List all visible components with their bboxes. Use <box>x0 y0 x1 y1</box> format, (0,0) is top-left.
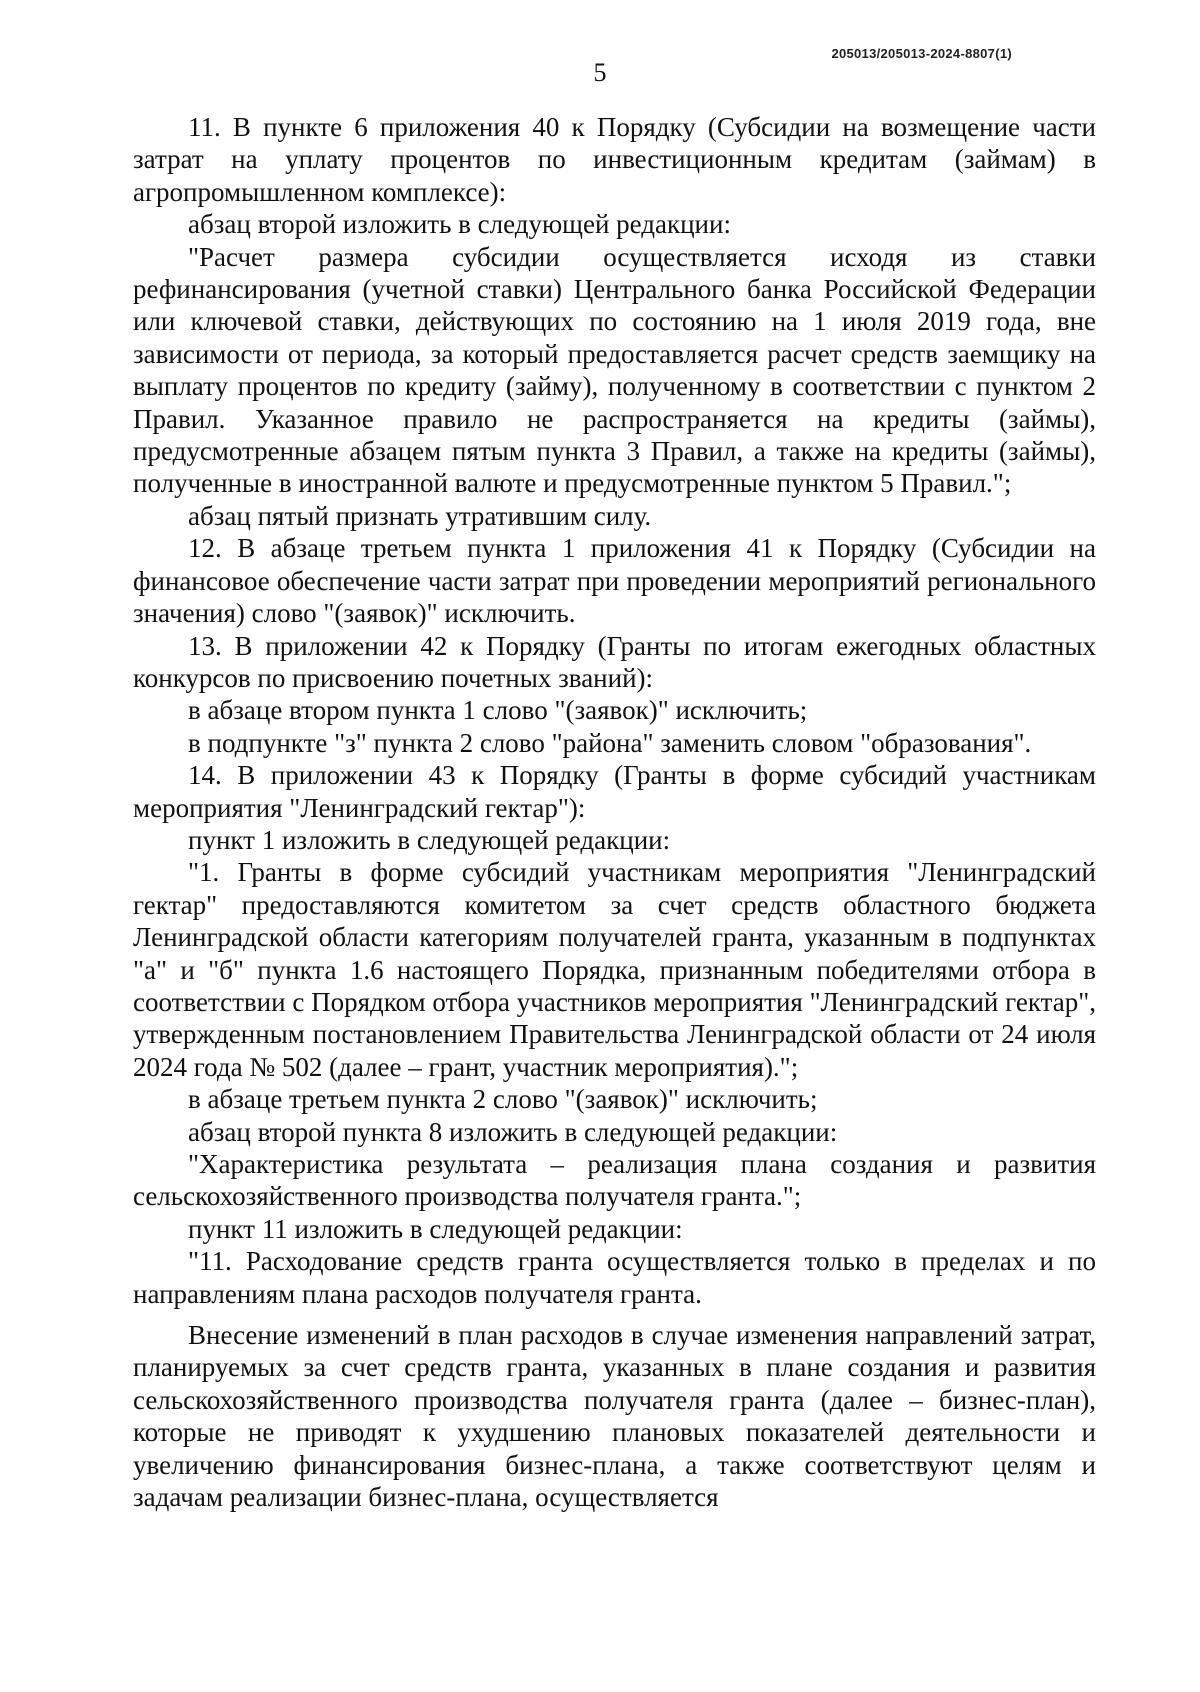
quoted-paragraph: "Характеристика результата – реализация плана создания и развития сельскохозяйственного производства получателя гранта."; <box>133 1149 1096 1212</box>
paragraph: Внесение изменений в план расходов в случае изменения направлений затрат, планируемых за счет средств гранта, указанных в плане создания и развития сельскохозяйственного производства получателя гранта (далее – бизнес-план), которые не приводят к ухудшению плановых показателей деятельности и увеличению финансирования бизнес-плана, а также соответствуют целям и задачам реализации бизнес-плана, осуществляется <box>133 1320 1096 1513</box>
paragraph: абзац пятый признать утратившим силу. <box>188 500 652 531</box>
paragraph: абзац второй пункта 8 изложить в следующей редакции: <box>188 1116 838 1147</box>
paragraph: в абзаце третьем пункта 2 слово "(заявок)" исключить; <box>188 1084 818 1115</box>
paragraph: пункт 1 изложить в следующей редакции: <box>188 824 671 855</box>
paragraph: абзац второй изложить в следующей редакции: <box>188 209 731 240</box>
paragraph-item-13: 13. В приложении 42 к Порядку (Гранты по итогам ежегодных областных конкурсов по присвоению почетных званий): <box>133 630 1096 693</box>
document-id: 205013/205013-2024-8807(1) <box>831 46 1012 61</box>
paragraph-item-12: 12. В абзаце третьем пункта 1 приложения 41 к Порядку (Субсидии на финансовое обеспечение части затрат при проведении мероприятий регионального значения) слово "(заявок)" исключить. <box>133 533 1096 629</box>
quoted-paragraph: "11. Расходование средств гранта осуществляется только в пределах и по направлениям плана расходов получателя гранта. <box>133 1246 1096 1309</box>
paragraph: в подпункте "з" пункта 2 слово "района" заменить словом "образования". <box>188 727 1032 758</box>
paragraph-item-11: 11. В пункте 6 приложения 40 к Порядку (Субсидии на возмещение части затрат на уплату процентов по инвестиционным кредитам (займам) в агропромышленном комплексе): <box>133 112 1096 207</box>
quoted-paragraph: "Расчет размера субсидии осуществляется исходя из ставки рефинансирования (учетной ставки) Центрального банка Российской Федерации или ключевой ставки, действующих по состоянию на 1 июля 2019 года, вне зависимости от периода, за который предоставляется расчет средств заемщику на выплату процентов по кредиту (займу), полученному в соответствии с пунктом 2 Правил. Указанное правило не распространяется на кредиты (займы), предусмотренные абзацем пятым пункта 3 Правил, а также на кредиты (займы), полученные в иностранной валюте и предусмотренные пунктом 5 Правил."; <box>133 241 1096 499</box>
page-number: 5 <box>593 58 607 87</box>
paragraph: в абзаце втором пункта 1 слово "(заявок)" исключить; <box>188 695 808 726</box>
document-body <box>133 111 1096 1513</box>
paragraph: пункт 11 изложить в следующей редакции: <box>188 1213 683 1244</box>
quoted-paragraph: "1. Гранты в форме субсидий участникам мероприятия "Ленинградский гектар" предоставляются комитетом за счет средств областного бюджета Ленинградской области категориям получателей гранта, указанным в подпунктах "а" и "б" пункта 1.6 настоящего Порядка, признанным победителями отбора в соответствии с Порядком отбора участников мероприятия "Ленинградский гектар", утвержденным постановлением Правительства Ленинградской области от 24 июля 2024 года № 502 (далее – грант, участник мероприятия)."; <box>133 857 1096 1082</box>
paragraph-item-14: 14. В приложении 43 к Порядку (Гранты в форме субсидий участникам мероприятия "Ленинградский гектар"): <box>133 760 1096 823</box>
